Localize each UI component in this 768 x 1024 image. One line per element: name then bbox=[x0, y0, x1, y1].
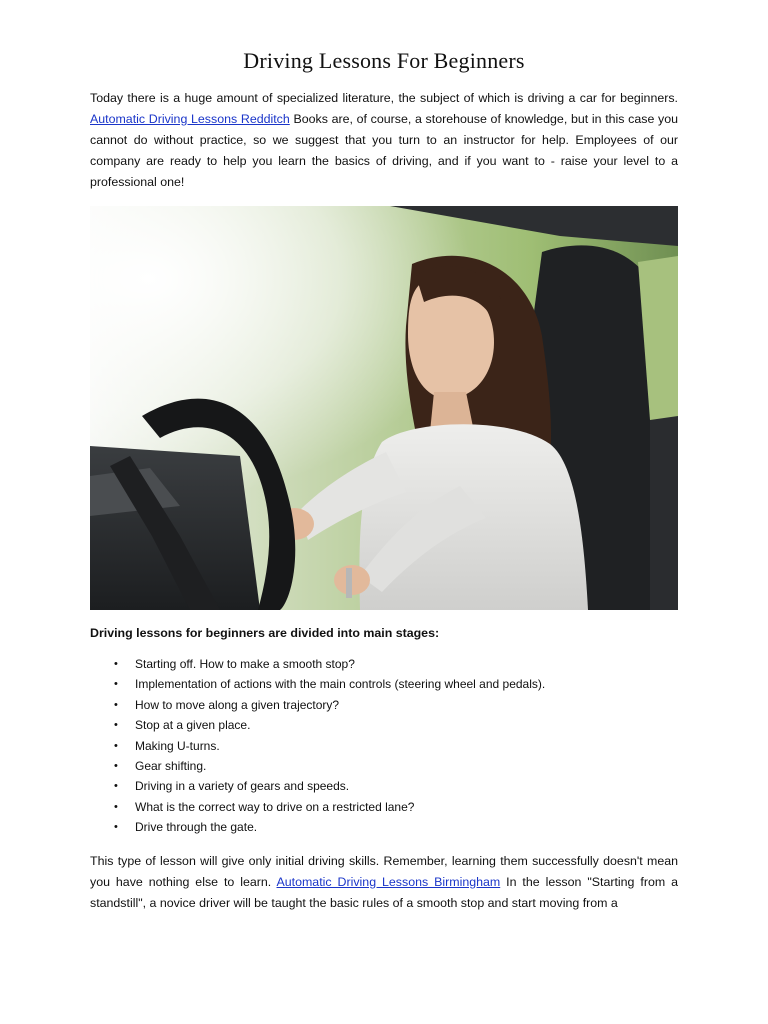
bullet-icon: • bbox=[114, 739, 118, 752]
list-item: • How to move along a given trajectory? bbox=[90, 695, 678, 715]
closing-paragraph bbox=[90, 851, 678, 914]
list-item: • Driving in a variety of gears and speeds. bbox=[90, 776, 678, 796]
page-title: Driving Lessons For Beginners bbox=[243, 48, 525, 73]
woman-driving-photo bbox=[90, 206, 678, 610]
list-item: • Making U-turns. bbox=[90, 736, 678, 756]
redditch-lessons-link[interactable]: Automatic Driving Lessons Redditch bbox=[90, 112, 290, 126]
list-item: • Drive through the gate. bbox=[90, 817, 678, 837]
bullet-icon: • bbox=[114, 678, 118, 691]
list-item: • What is the correct way to drive on a restricted lane? bbox=[90, 797, 678, 817]
bullet-icon: • bbox=[114, 698, 118, 711]
bullet-icon: • bbox=[114, 800, 118, 813]
intro-paragraph bbox=[90, 88, 678, 193]
bullet-icon: • bbox=[114, 780, 118, 793]
list-item: • Starting off. How to make a smooth stop? bbox=[90, 654, 678, 674]
list-item: • Stop at a given place. bbox=[90, 715, 678, 735]
bullet-icon: • bbox=[114, 658, 118, 670]
bullet-icon: • bbox=[114, 719, 118, 732]
bullet-icon: • bbox=[114, 821, 118, 834]
stages-list bbox=[90, 654, 678, 838]
stages-heading: Driving lessons for beginners are divided into main stages: bbox=[90, 626, 440, 640]
closing-text-after-link: In the lesson "Starting from a standstill", a novice driver will be taught the basic rules of a smooth stop and start moving from a bbox=[90, 874, 678, 910]
bullet-icon: • bbox=[114, 760, 118, 773]
intro-text-after-link: Books are, of course, a storehouse of knowledge, but in this case you cannot do without practice, so we suggest that you turn to an instructor for help. Employees of our company are ready to help you learn the basics of driving, and if you want to - raise your level to a professional one! bbox=[90, 112, 679, 189]
list-item: • Gear shifting. bbox=[90, 756, 678, 776]
document-page bbox=[90, 46, 678, 914]
closing-text-before-link: This type of lesson will give only initial driving skills. Remember, learning them successfully doesn't mean you have nothing else to learn. bbox=[90, 853, 678, 889]
birmingham-lessons-link[interactable]: Automatic Driving Lessons Birmingham bbox=[276, 874, 501, 889]
list-item: • Implementation of actions with the main controls (steering wheel and pedals). bbox=[90, 674, 678, 694]
intro-text-before-link: Today there is a huge amount of specialized literature, the subject of which is driving a car for beginners. bbox=[90, 91, 678, 105]
